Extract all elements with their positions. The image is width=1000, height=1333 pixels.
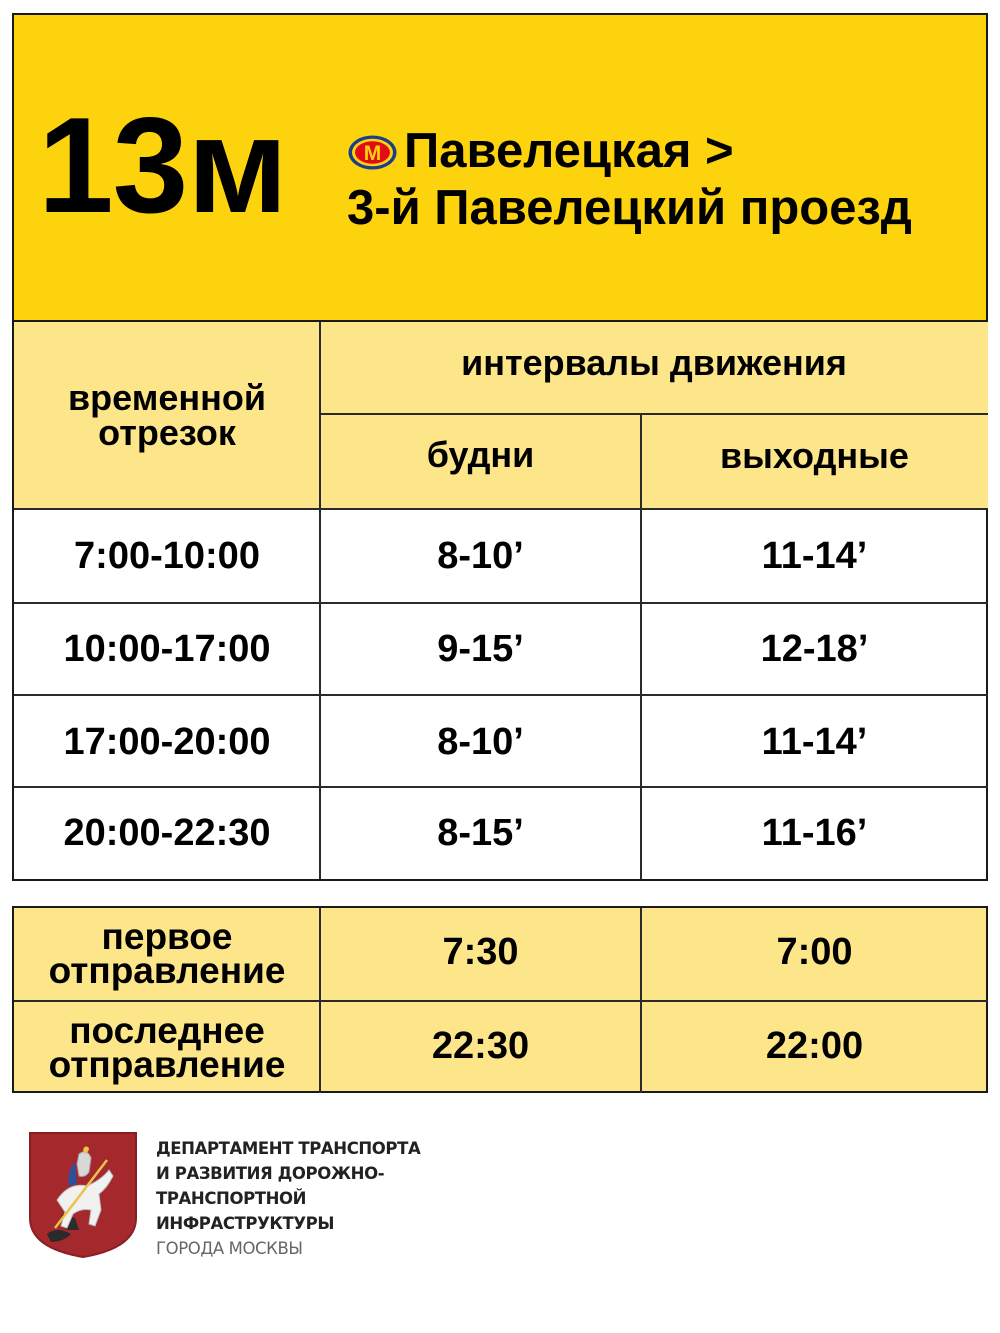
table-divider — [14, 786, 988, 788]
table-divider — [14, 1000, 988, 1002]
row-2-weekdays: 9-15’ — [437, 627, 524, 670]
row-4-weekends: 11-16’ — [761, 812, 868, 854]
row-3-time: 17:00-20:00 — [63, 720, 271, 763]
interval-table — [12, 322, 988, 881]
destination-line-2: 3-й Павелецкий проезд — [347, 181, 912, 235]
weekdays-header: будни — [320, 414, 641, 508]
last-departure-label: последнее отправление — [48, 1009, 286, 1085]
weekends-header: выходные — [641, 414, 988, 508]
table-divider — [319, 322, 321, 879]
last-departure-weekends: 22:00 — [765, 1024, 864, 1067]
table-divider — [14, 602, 988, 604]
first-departure-label: первое отправление — [48, 916, 286, 991]
first-departure-weekdays: 7:30 — [442, 930, 519, 973]
row-4-weekdays: 8-15’ — [437, 812, 524, 854]
row-3-weekdays: 8-10’ — [437, 720, 524, 763]
route-destination — [347, 123, 912, 237]
destination-line-1: Павелецкая > — [404, 124, 734, 178]
route-number: 13м — [38, 89, 287, 241]
table-divider — [320, 413, 988, 415]
intervals-header: интервалы движения — [320, 322, 988, 414]
department-name: ДЕПАРТАМЕНТ ТРАНСПОРТА И РАЗВИТИЯ ДОРОЖНО- ТРАНСПОРТНОЙ ИНФРАСТРУКТУРЫ ГОРОДА МОСКВЫ — [156, 1139, 421, 1258]
row-1-weekends: 11-14’ — [761, 534, 868, 577]
row-1-time: 7:00-10:00 — [74, 534, 260, 577]
moscow-coat-of-arms-icon — [27, 1130, 139, 1260]
row-2-time: 10:00-17:00 — [63, 627, 271, 670]
row-1-weekdays: 8-10’ — [437, 534, 524, 577]
table-divider — [640, 414, 642, 879]
first-departure-weekends: 7:00 — [776, 930, 853, 973]
row-3-weekends: 11-14’ — [761, 720, 868, 763]
departures-table — [12, 906, 988, 1093]
metro-m-icon — [347, 134, 398, 171]
last-departure-weekdays: 22:30 — [431, 1024, 530, 1067]
row-2-weekends: 12-18’ — [760, 627, 869, 670]
row-4-time: 20:00-22:30 — [63, 812, 271, 854]
department-logo — [27, 1130, 421, 1260]
time-period-header: временной отрезок — [14, 322, 320, 508]
table-divider — [14, 694, 988, 696]
route-header — [12, 13, 988, 322]
metro-letter: М — [363, 142, 382, 165]
table-divider — [14, 508, 988, 510]
